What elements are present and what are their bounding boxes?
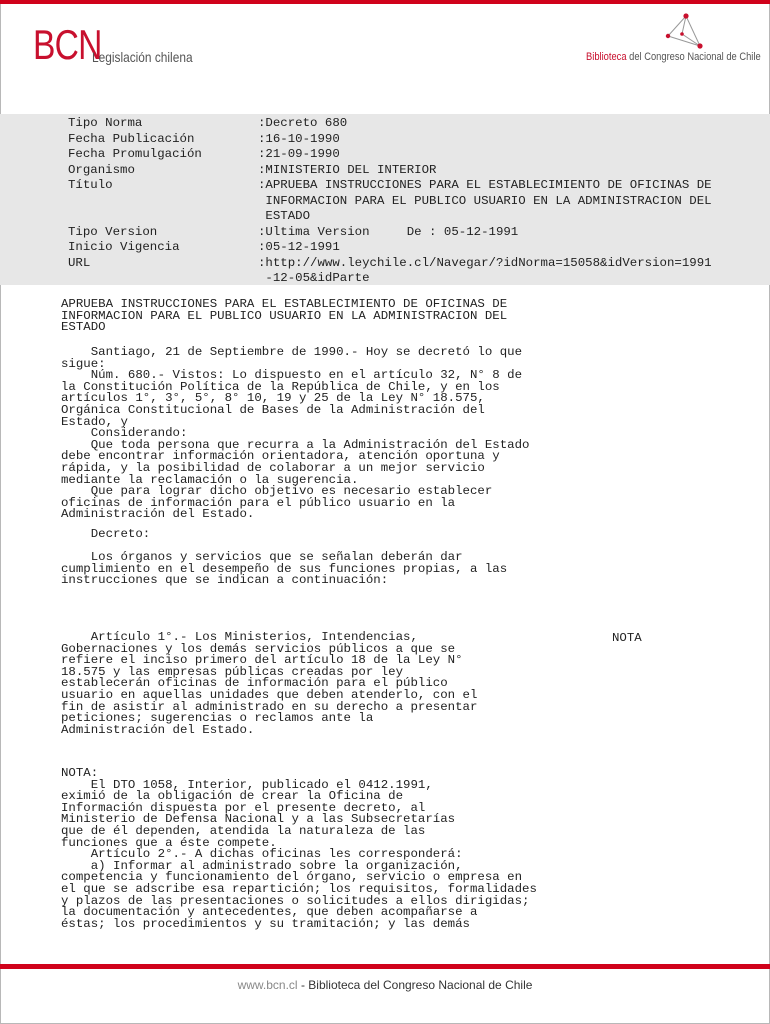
meta-label-tipo-version: Tipo Version (68, 224, 158, 239)
constellation-icon (660, 12, 706, 52)
meta-label-organismo: Organismo (68, 162, 135, 177)
meta-label-inicio-vigencia: Inicio Vigencia (68, 240, 180, 254)
decreto-preamble: Los órganos y servicios que se señalan deberán dar cumplimiento en el desempeño de sus funciones propias, a las instrucciones que se indican a continuación: (61, 550, 508, 588)
footer (0, 978, 770, 992)
article-1: Artículo 1°.- Los Ministerios, Intendencias, Gobernaciones y los demás servicios públicos a que se refiere el inciso primero del artículo 18 de la Ley N° 18.575 y las empresas públicas creadas por ley establecerán oficinas de información para el público usuario en aquellas unidades que deben atenderlo, con el fin de asistir al administrado en su derecho a presentar peticiones; sugerencias o reclamos ante la Administración del Estado. (61, 630, 478, 737)
footer-text: Biblioteca del Congreso Nacional de Chile (308, 978, 533, 992)
footer-url[interactable]: www.bcn.cl (237, 978, 298, 992)
meta-value-tipo-norma: :Decreto 680 (258, 116, 348, 130)
decreto-heading: Decreto: (61, 527, 151, 541)
library-prefix: Biblioteca (586, 51, 627, 63)
nota-side-marker: NOTA (612, 631, 642, 645)
meta-value-url[interactable]: :http://www.leychile.cl/Navegar/?idNorma=15058&idVersion=1991 -12-05&idParte (258, 255, 712, 285)
meta-value-titulo: :APRUEBA INSTRUCCIONES PARA EL ESTABLECIMIENTO DE OFICINAS DE INFORMACION PARA EL PUBLICO USUARIO EN LA ADMINISTRACION DEL ESTADO (258, 178, 712, 223)
meta-label-url: URL (68, 255, 91, 270)
library-logo-text (586, 51, 761, 64)
footer-separator: - (297, 978, 309, 992)
meta-value-organismo: :MINISTERIO DEL INTERIOR (258, 162, 437, 177)
nota-section: NOTA: El DTO 1058, Interior, publicado el 0412.1991, eximió de la obligación de crear la Oficina de Información dispuesta por el presente decreto, al Ministerio de Defensa Nacional y a las Subsecretarías que de él dependen, atendida la naturaleza de las funciones que a éste compete. Artículo 2°.- A dichas oficinas les corresponderá: a) Informar al administrado sobre la organización, competencia y funcionamiento del órgano, servicio o empresa en el que se adscribe esa repartición; los requisitos, formalidades y plazos de las presentaciones o solicitudes a ellos dirigidas; la documentación y antecedentes, que deben acompañarse a éstas; los procedimientos y su tramitación; y las demás (61, 766, 537, 931)
document-title: APRUEBA INSTRUCCIONES PARA EL ESTABLECIMIENTO DE OFICINAS DE INFORMACION PARA EL PUBLICO USUARIO EN LA ADMINISTRACION DEL ESTADO (61, 297, 508, 335)
meta-value-fecha-publicacion: :16-10-1990 (258, 131, 340, 146)
bcn-logo: BCN (33, 21, 102, 68)
library-rest: del Congreso Nacional de Chile (626, 51, 761, 63)
meta-value-tipo-version: :Ultima Version De : 05-12-1991 (258, 224, 519, 239)
bcn-logo-subtitle: Legislación chilena (92, 49, 193, 65)
meta-value-inicio-vigencia: :05-12-1991 (258, 240, 340, 254)
meta-label-fecha-promulgacion: Fecha Promulgación (68, 147, 202, 161)
meta-value-fecha-promulgacion: :21-09-1990 (258, 147, 340, 161)
top-red-bar (0, 0, 770, 4)
meta-label-fecha-publicacion: Fecha Publicación (68, 131, 195, 146)
document-intro: Santiago, 21 de Septiembre de 1990.- Hoy se decretó lo que sigue: Núm. 680.- Vistos: Lo dispuesto en el artículo 32, N° 8 de la Constitución Política de la República de Chile, y en los artículos 1°, 3°, 5°, 8° 10, 19 y 25 de la Ley N° 18.575, Orgánica Constitucional de Bases de la Administración del Estado, y Considerando: Que toda persona que recurra a la Administración del Estado debe encontrar información orientadora, atención oportuna y rápida, y la posibilidad de colaborar a un mejor servicio mediante la reclamación o la sugerencia. Que para lograr dicho objetivo es necesario establecer oficinas de información para el público usuario en la Administración del Estado. (61, 345, 530, 522)
meta-label-tipo-norma: Tipo Norma (68, 116, 143, 130)
metadata-panel (0, 114, 770, 285)
meta-label-titulo: Título (68, 178, 113, 192)
footer-red-line (0, 964, 770, 969)
